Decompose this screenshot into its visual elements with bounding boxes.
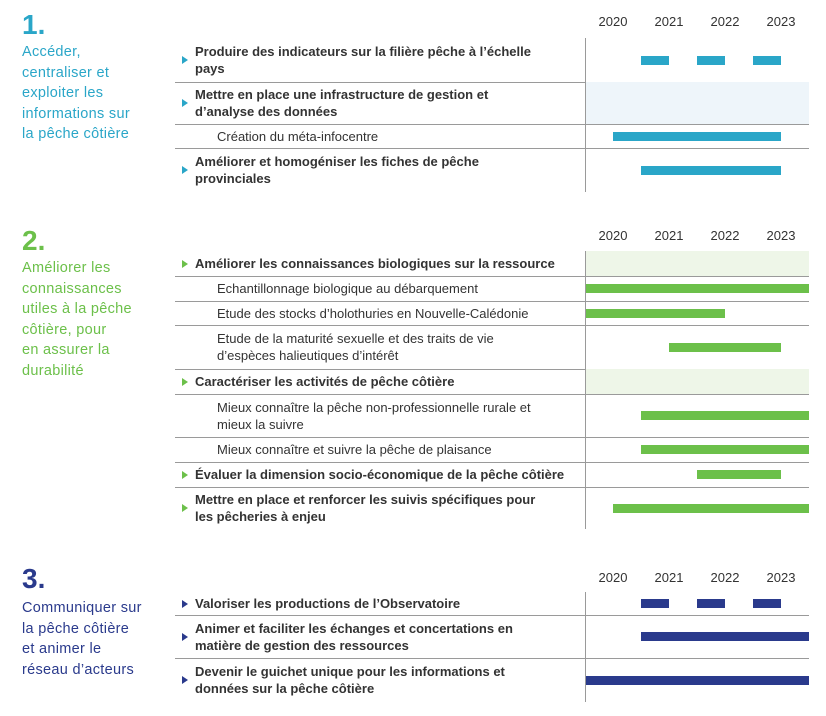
timeline-bar (669, 343, 781, 352)
task-text-line: provinciales (195, 171, 271, 186)
task-text-line: données sur la pêche côtière (195, 681, 375, 696)
task-label (195, 38, 584, 82)
bullet-arrow-icon (182, 260, 188, 268)
goal-line: Améliorer les (22, 260, 111, 276)
task-text-line: mieux la suivre (217, 416, 304, 432)
task-text (195, 86, 488, 120)
year-header (585, 228, 809, 248)
year-label: 2022 (710, 14, 740, 29)
task-text-line: Caractériser les activités de pêche côtière (195, 374, 455, 389)
task-text (217, 128, 378, 145)
task-text-line: d’analyse des données (195, 104, 338, 119)
task-text (195, 663, 505, 697)
year-label: 2023 (766, 228, 796, 243)
goal-line: connaissances (22, 280, 122, 297)
goal-line: Accéder, (22, 44, 81, 60)
goal-line: et animer le (22, 641, 102, 657)
timeline-bar (585, 309, 725, 318)
section-number: 1. (22, 9, 46, 40)
timeline-divider (585, 251, 586, 529)
year-label: 2022 (710, 228, 740, 243)
goal-line: réseau d’acteurs (22, 661, 134, 678)
task-text-line: Etude des stocks d’holothuries en Nouvelle-Calédonie (217, 305, 529, 321)
task-label (195, 487, 584, 529)
goal-line: Communiquer sur (22, 600, 142, 616)
goal-line: en assurer la (22, 342, 110, 358)
task-text-line: les pêcheries à enjeu (195, 509, 326, 524)
task-label (217, 124, 584, 148)
timeline-bar (641, 632, 809, 641)
bullet-arrow-icon (182, 600, 188, 608)
task-text-line: Mettre en place une infrastructure de gestion et (195, 87, 489, 102)
task-text-line: d’espèces halieutiques d’intérêt (217, 348, 399, 363)
task-text (195, 466, 564, 483)
goal-line: centraliser et (22, 64, 110, 81)
year-label: 2023 (766, 570, 796, 585)
task-text-line: Améliorer les connaissances biologiques sur la ressource (195, 256, 555, 271)
task-text-line: pays (195, 61, 225, 76)
task-text (195, 491, 535, 525)
task-text (195, 595, 460, 612)
bullet-arrow-icon (182, 633, 188, 641)
task-label (195, 462, 584, 487)
task-text-line: Mieux connaître la pêche non-professionnelle rurale et (217, 399, 531, 415)
timeline-bar (697, 599, 725, 608)
goal-line: la pêche côtière (22, 620, 130, 637)
section-number: 2. (22, 225, 46, 256)
task-text-line: Echantillonnage biologique au débarquement (217, 281, 478, 296)
task-label (217, 276, 584, 301)
task-text-line: Mieux connaître et suivre la pêche de plaisance (217, 442, 492, 457)
task-label (195, 592, 584, 615)
task-label (195, 148, 584, 192)
timeline-bar (641, 166, 781, 175)
timeline-bar (641, 411, 809, 420)
bullet-arrow-icon (182, 56, 188, 64)
task-row (175, 251, 809, 276)
section-goal (22, 258, 132, 381)
year-label: 2023 (766, 14, 796, 29)
task-label (217, 437, 584, 462)
timeline-bar (697, 470, 781, 479)
timeline-bar (613, 132, 781, 141)
year-header (585, 14, 809, 34)
timeline-bar (641, 445, 809, 454)
task-label (195, 251, 584, 276)
timeline-bar (585, 284, 809, 293)
goal-line: côtière, pour (22, 321, 107, 338)
timeline-bar (697, 56, 725, 65)
goal-line: informations sur (22, 105, 130, 122)
task-text-line: Mettre en place et renforcer les suivis spécifiques pour (195, 492, 536, 507)
task-label (195, 82, 584, 124)
timeline-divider (585, 592, 586, 702)
timeline-bar (753, 599, 781, 608)
goal-line: la pêche côtière (22, 126, 130, 142)
task-text (195, 43, 531, 77)
task-row (175, 82, 809, 124)
task-label (195, 658, 584, 702)
year-label: 2020 (598, 570, 628, 585)
task-text-line: Améliorer et homogéniser les fiches de pêche (195, 154, 479, 169)
task-label (217, 325, 584, 369)
task-text (195, 153, 479, 187)
timeline-divider (585, 38, 586, 192)
task-text (217, 330, 494, 364)
goal-line: durabilité (22, 362, 84, 379)
task-text-line: Évaluer la dimension socio-économique de la pêche côtière (195, 467, 565, 482)
task-label (195, 369, 584, 394)
task-text (217, 399, 531, 433)
task-text-line: Création du méta-infocentre (217, 128, 379, 144)
timeline-bar (641, 599, 669, 608)
timeline-bar (641, 56, 669, 65)
task-label (195, 615, 584, 658)
year-label: 2021 (654, 570, 684, 585)
timeline-bar (753, 56, 781, 65)
task-text-line: Produire des indicateurs sur la filière pêche à l’échelle (195, 44, 531, 59)
task-text-line: Valoriser les productions de l’Observatoire (195, 596, 461, 611)
section-goal (22, 598, 142, 680)
year-label: 2021 (654, 228, 684, 243)
year-label: 2022 (710, 570, 740, 585)
task-text (217, 441, 492, 458)
task-text (217, 280, 478, 297)
bullet-arrow-icon (182, 99, 188, 107)
task-row (175, 369, 809, 394)
task-text (195, 620, 513, 654)
task-text-line: Devenir le guichet unique pour les informations et (195, 664, 505, 679)
task-text (217, 305, 528, 322)
bullet-arrow-icon (182, 471, 188, 479)
task-text-line: Animer et faciliter les échanges et concertations en (195, 620, 513, 636)
bullet-arrow-icon (182, 676, 188, 684)
task-label (217, 301, 584, 325)
goal-line: exploiter les (22, 85, 104, 101)
timeline-bar (585, 676, 809, 685)
task-text-line: Etude de la maturité sexuelle et des traits de vie (217, 331, 494, 346)
year-header (585, 570, 809, 590)
goal-line: utiles à la pêche (22, 301, 132, 317)
task-text (195, 373, 454, 390)
bullet-arrow-icon (182, 504, 188, 512)
bullet-arrow-icon (182, 378, 188, 386)
timeline-bar (613, 504, 809, 513)
bullet-arrow-icon (182, 166, 188, 174)
section-goal (22, 42, 130, 145)
task-label (217, 394, 584, 437)
year-label: 2020 (598, 14, 628, 29)
year-label: 2021 (654, 14, 684, 29)
task-text-line: matière de gestion des ressources (195, 637, 409, 653)
task-text (195, 255, 555, 272)
section-number: 3. (22, 563, 46, 594)
year-label: 2020 (598, 228, 628, 243)
